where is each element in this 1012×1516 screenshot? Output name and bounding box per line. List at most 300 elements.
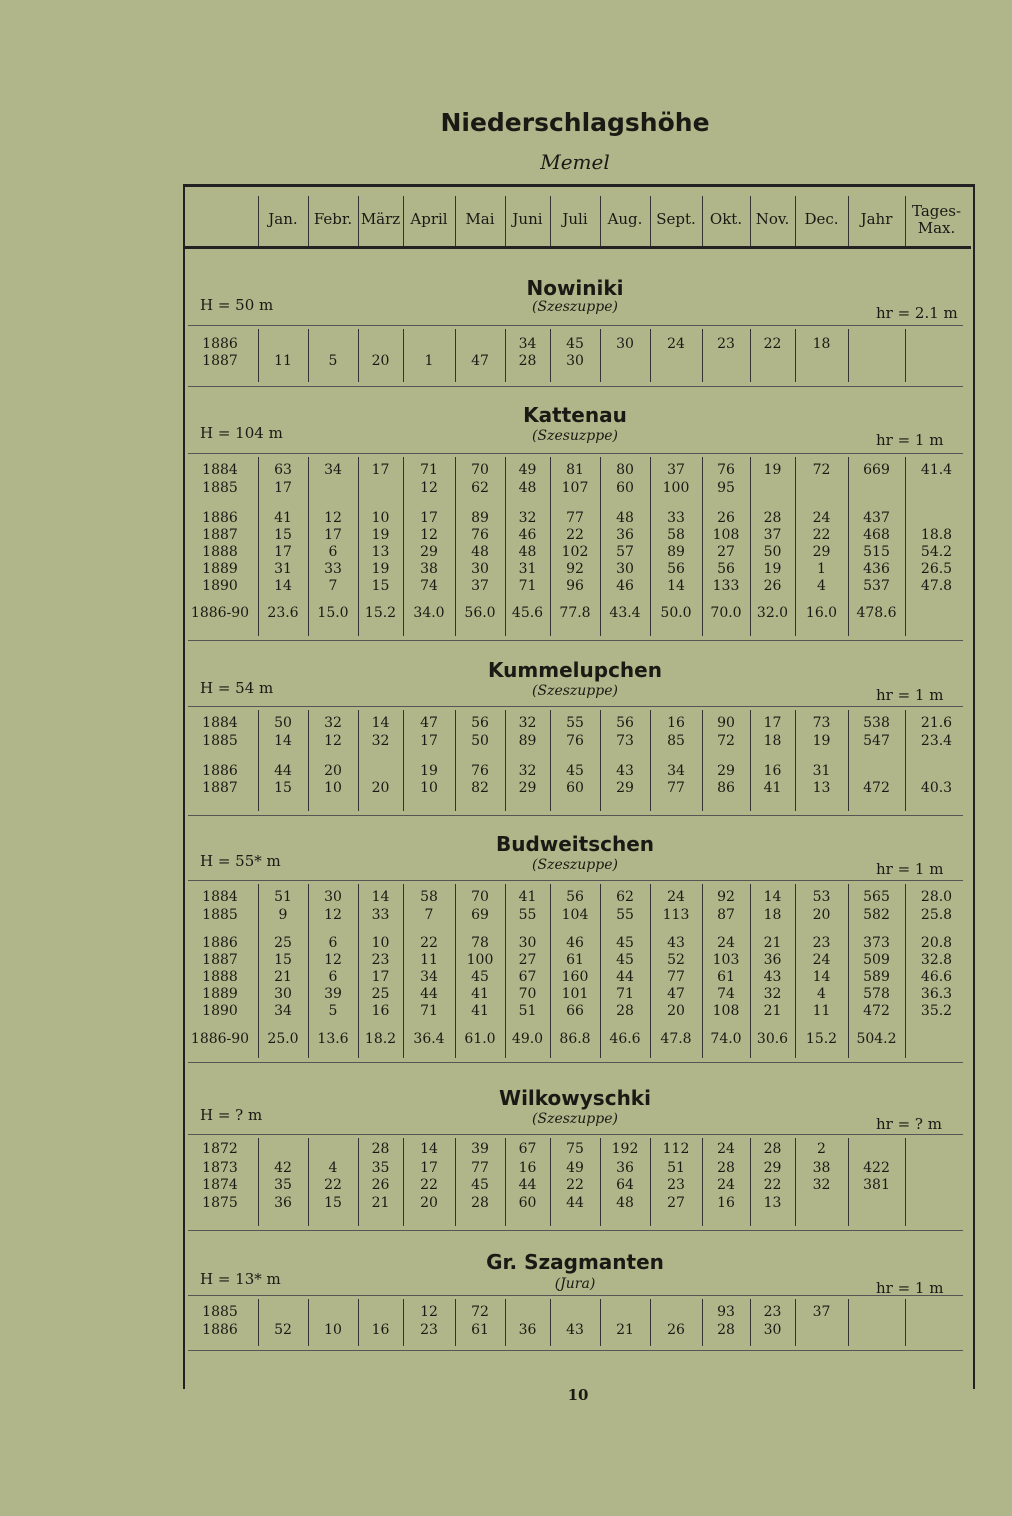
table-cell: 23 [667, 1177, 685, 1193]
table-cell: 26 [717, 510, 735, 526]
column-header: Febr. [313, 210, 353, 228]
table-cell: 12 [420, 527, 438, 543]
table-cell: 76 [471, 527, 489, 543]
row-year: 1887 [202, 952, 238, 968]
table-cell: 34 [274, 1003, 292, 1019]
table-cell: 24 [667, 336, 685, 352]
table-cell: 103 [712, 952, 740, 968]
station-rule [188, 1295, 963, 1296]
table-cell: 69 [471, 907, 489, 923]
table-cell: 14 [667, 578, 685, 594]
station-name: Wilkowyschki [499, 1086, 651, 1110]
table-cell: 49.0 [511, 1031, 544, 1047]
table-cell: 26 [763, 578, 782, 594]
table-cell: 92 [566, 561, 584, 577]
table-cell: 71 [420, 1003, 438, 1019]
table-cell: 17 [324, 527, 342, 543]
column-separator [905, 196, 906, 246]
table-cell: 5 [328, 1003, 338, 1019]
table-cell: 47.8 [920, 578, 953, 594]
table-cell: 17 [763, 715, 782, 731]
table-cell: 509 [863, 952, 890, 968]
column-separator [455, 196, 456, 246]
table-cell: 77 [471, 1160, 489, 1176]
table-cell: 35 [371, 1160, 390, 1176]
table-cell: 16 [717, 1195, 735, 1211]
table-cell: 86.8 [559, 1031, 591, 1047]
table-cell: 13 [371, 544, 390, 560]
table-cell: 45 [471, 969, 489, 985]
station-rule [188, 453, 963, 454]
table-cell: 18 [763, 907, 782, 923]
table-cell: 25 [274, 935, 292, 951]
table-cell: 28 [763, 1141, 782, 1157]
table-cell: 56 [616, 715, 634, 731]
table-cell: 29 [518, 780, 537, 796]
row-year: 1886 [202, 1322, 238, 1338]
table-cell: 4 [817, 578, 826, 594]
table-cell: 1 [424, 353, 434, 369]
table-cell: 12 [324, 952, 342, 968]
column-separator [550, 196, 551, 246]
station-elevation: H = ? m [200, 1106, 263, 1124]
column-separator [905, 329, 906, 382]
table-cell: 18.2 [364, 1031, 397, 1047]
gauge-height: hr = 1 m [876, 860, 944, 878]
table-cell: 36 [616, 527, 634, 543]
table-cell: 29 [763, 1160, 782, 1176]
table-cell: 537 [863, 578, 890, 594]
table-cell: 21.6 [920, 715, 953, 731]
table-cell: 22 [763, 1177, 782, 1193]
table-cell: 46.6 [609, 1031, 641, 1047]
table-cell: 30 [616, 561, 634, 577]
table-cell: 373 [863, 935, 890, 951]
table-cell: 23.6 [267, 605, 299, 621]
table-cell: 23 [420, 1322, 438, 1338]
row-year: 1875 [202, 1195, 238, 1211]
table-cell: 1 [817, 561, 826, 577]
table-cell: 14 [274, 578, 292, 594]
table-cell: 37 [471, 578, 489, 594]
table-cell: 46 [616, 578, 634, 594]
table-cell: 20 [371, 780, 390, 796]
table-cell: 18 [812, 336, 831, 352]
table-cell: 43 [566, 1322, 584, 1338]
table-cell: 41 [518, 889, 537, 905]
station-river: (Jura) [554, 1276, 596, 1292]
table-cell: 60 [566, 780, 584, 796]
table-cell: 19 [763, 561, 782, 577]
table-cell: 43 [763, 969, 782, 985]
row-year: 1889 [202, 986, 238, 1002]
table-cell: 89 [518, 733, 537, 749]
station-elevation: H = 104 m [200, 424, 283, 442]
table-cell: 55 [616, 907, 634, 923]
table-cell: 23 [371, 952, 390, 968]
page-subtitle: Memel [540, 150, 610, 174]
table-cell: 4 [817, 986, 826, 1002]
table-cell: 6 [328, 544, 338, 560]
table-cell: 77 [667, 969, 685, 985]
table-cell: 73 [812, 715, 831, 731]
table-cell: 50 [471, 733, 489, 749]
station-name: Kummelupchen [488, 658, 662, 682]
table-cell: 71 [420, 462, 438, 478]
table-cell: 71 [616, 986, 634, 1002]
table-cell: 22 [420, 1177, 438, 1193]
table-cell: 45 [616, 952, 634, 968]
row-year: 1888 [202, 969, 238, 985]
table-cell: 30 [763, 1322, 782, 1338]
table-cell: 33 [371, 907, 390, 923]
station-bottom-rule [188, 1230, 963, 1231]
table-cell: 44 [616, 969, 634, 985]
table-cell: 56 [471, 715, 489, 731]
table-cell: 70.0 [710, 605, 742, 621]
station-river: (Szeszuppe) [532, 299, 618, 315]
table-cell: 23 [812, 935, 831, 951]
column-separator [308, 196, 309, 246]
table-cell: 47 [471, 353, 489, 369]
table-cell: 24 [717, 1177, 735, 1193]
table-cell: 51 [518, 1003, 537, 1019]
table-cell: 75 [566, 1141, 584, 1157]
table-cell: 28 [717, 1160, 735, 1176]
table-cell: 14 [274, 733, 292, 749]
table-cell: 48 [518, 480, 537, 496]
table-cell: 39 [471, 1141, 489, 1157]
table-cell: 437 [863, 510, 890, 526]
table-cell: 89 [667, 544, 685, 560]
table-cell: 46 [518, 527, 537, 543]
table-cell: 112 [662, 1141, 690, 1157]
table-cell: 32 [518, 510, 537, 526]
table-cell: 38 [420, 561, 438, 577]
column-separator [848, 1299, 849, 1346]
table-cell: 25.8 [920, 907, 953, 923]
table-cell: 72 [471, 1304, 489, 1320]
table-cell: 102 [561, 544, 589, 560]
table-cell: 57 [616, 544, 634, 560]
table-cell: 58 [420, 889, 438, 905]
table-cell: 95 [717, 480, 735, 496]
table-cell: 28 [371, 1141, 390, 1157]
table-cell: 19 [371, 527, 390, 543]
table-cell: 18.8 [920, 527, 953, 543]
table-cell: 565 [863, 889, 890, 905]
table-cell: 76 [471, 763, 489, 779]
row-year: 1888 [202, 544, 238, 560]
table-cell: 17 [274, 544, 292, 560]
table-cell: 133 [712, 578, 740, 594]
table-cell: 89 [471, 510, 489, 526]
table-cell: 32.0 [756, 605, 789, 621]
table-cell: 31 [274, 561, 292, 577]
table-cell: 17 [420, 733, 438, 749]
table-cell: 93 [717, 1304, 735, 1320]
table-cell: 53 [812, 889, 831, 905]
column-header: Tages- Max. [911, 202, 962, 237]
table-cell: 6 [328, 969, 338, 985]
column-header: Dec. [804, 210, 839, 228]
table-cell: 51 [667, 1160, 685, 1176]
table-cell: 34 [324, 462, 342, 478]
table-cell: 22 [566, 527, 584, 543]
table-cell: 56 [717, 561, 735, 577]
table-cell: 21 [616, 1322, 634, 1338]
column-separator [600, 196, 601, 246]
station-river: (Szeszuppe) [532, 1111, 618, 1127]
table-cell: 34 [518, 336, 537, 352]
table-cell: 24 [667, 889, 685, 905]
table-cell: 16 [763, 763, 782, 779]
table-cell: 19 [812, 733, 831, 749]
table-cell: 23 [763, 1304, 782, 1320]
table-cell: 34 [420, 969, 438, 985]
table-cell: 32 [518, 763, 537, 779]
table-cell: 28.0 [920, 889, 953, 905]
table-cell: 13 [763, 1195, 782, 1211]
table-cell: 15 [324, 1195, 342, 1211]
table-cell: 81 [566, 462, 584, 478]
row-year: 1890 [202, 1003, 238, 1019]
table-cell: 5 [328, 353, 338, 369]
table-cell: 15.0 [317, 605, 349, 621]
table-cell: 45 [566, 763, 584, 779]
table-cell: 31 [518, 561, 537, 577]
table-cell: 37 [812, 1304, 831, 1320]
table-cell: 20.8 [920, 935, 953, 951]
column-header: April [410, 210, 448, 228]
table-cell: 35 [274, 1177, 292, 1193]
table-cell: 52 [274, 1322, 292, 1338]
table-cell: 538 [863, 715, 890, 731]
column-header: Aug. [607, 210, 643, 228]
gauge-height: hr = 2.1 m [876, 304, 958, 322]
table-cell: 78 [471, 935, 489, 951]
table-cell: 422 [863, 1160, 890, 1176]
station-name: Kattenau [523, 403, 627, 427]
table-cell: 30 [274, 986, 292, 1002]
row-year: 1885 [202, 480, 238, 496]
table-cell: 41 [471, 1003, 489, 1019]
row-year: 1886-90 [190, 1031, 250, 1047]
table-cell: 101 [561, 986, 589, 1002]
table-cell: 15 [274, 780, 292, 796]
station-bottom-rule [188, 386, 963, 387]
table-cell: 36 [763, 952, 782, 968]
table-cell: 13.6 [317, 1031, 349, 1047]
row-year: 1884 [202, 889, 238, 905]
table-cell: 25.0 [267, 1031, 299, 1047]
table-cell: 36 [616, 1160, 634, 1176]
table-cell: 23.4 [920, 733, 953, 749]
row-year: 1873 [202, 1160, 238, 1176]
table-cell: 14 [420, 1141, 438, 1157]
station-rule [188, 880, 963, 881]
table-cell: 44 [518, 1177, 537, 1193]
table-cell: 28 [717, 1322, 735, 1338]
station-bottom-rule [188, 640, 963, 641]
table-cell: 7 [424, 907, 434, 923]
table-cell: 70 [471, 889, 489, 905]
table-cell: 36.4 [413, 1031, 445, 1047]
table-cell: 17 [420, 510, 438, 526]
table-cell: 32 [371, 733, 390, 749]
table-cell: 35.2 [920, 1003, 953, 1019]
table-cell: 45.6 [511, 605, 544, 621]
table-cell: 11 [274, 353, 292, 369]
table-cell: 61 [471, 1322, 489, 1338]
table-cell: 515 [863, 544, 890, 560]
gauge-height: hr = 1 m [876, 1279, 944, 1297]
table-cell: 2 [817, 1141, 826, 1157]
table-cell: 472 [863, 1003, 890, 1019]
table-cell: 87 [717, 907, 735, 923]
table-cell: 61.0 [464, 1031, 496, 1047]
station-bottom-rule [188, 1350, 963, 1351]
table-cell: 14 [763, 889, 782, 905]
table-cell: 92 [717, 889, 735, 905]
table-cell: 36 [518, 1322, 537, 1338]
table-cell: 547 [863, 733, 890, 749]
station-river: (Szeszuppe) [532, 683, 618, 699]
table-cell: 28 [763, 510, 782, 526]
table-cell: 55 [518, 907, 537, 923]
table-cell: 43 [667, 935, 685, 951]
table-cell: 21 [371, 1195, 390, 1211]
station-bottom-rule [188, 815, 963, 816]
table-cell: 10 [324, 1322, 342, 1338]
table-cell: 49 [566, 1160, 584, 1176]
table-cell: 45 [566, 336, 584, 352]
table-cell: 46.6 [920, 969, 953, 985]
row-year: 1887 [202, 780, 238, 796]
table-cell: 62 [616, 889, 634, 905]
column-separator [702, 196, 703, 246]
table-cell: 30 [324, 889, 342, 905]
table-cell: 48 [471, 544, 489, 560]
table-cell: 16.0 [805, 605, 838, 621]
table-cell: 15 [274, 527, 292, 543]
table-cell: 192 [611, 1141, 639, 1157]
column-header: Sept. [656, 210, 696, 228]
station-bottom-rule [188, 1062, 963, 1063]
table-cell: 80 [616, 462, 634, 478]
column-separator [848, 329, 849, 382]
row-year: 1884 [202, 462, 238, 478]
station-rule [188, 1134, 963, 1135]
table-cell: 52 [667, 952, 685, 968]
table-cell: 13 [812, 780, 831, 796]
page-title: Niederschlagshöhe [440, 108, 710, 137]
table-cell: 36.3 [920, 986, 953, 1002]
table-cell: 32 [324, 715, 342, 731]
table-cell: 160 [561, 969, 589, 985]
station-name: Nowiniki [526, 276, 624, 300]
table-cell: 30 [566, 353, 584, 369]
column-header: Juni [512, 210, 543, 228]
table-cell: 60 [616, 480, 634, 496]
table-cell: 472 [863, 780, 890, 796]
row-year: 1886 [202, 763, 238, 779]
table-cell: 41.4 [920, 462, 953, 478]
table-cell: 100 [466, 952, 494, 968]
gauge-height: hr = ? m [876, 1115, 942, 1133]
row-year: 1885 [202, 733, 238, 749]
table-cell: 74.0 [710, 1031, 742, 1047]
table-cell: 34 [667, 763, 685, 779]
column-separator [403, 196, 404, 246]
table-cell: 22 [763, 336, 782, 352]
table-cell: 16 [667, 715, 685, 731]
table-cell: 44 [274, 763, 292, 779]
table-cell: 15 [274, 952, 292, 968]
table-cell: 17 [420, 1160, 438, 1176]
table-cell: 17 [371, 462, 390, 478]
table-cell: 478.6 [856, 605, 897, 621]
table-cell: 578 [863, 986, 890, 1002]
table-cell: 23 [717, 336, 735, 352]
column-header: Nov. [755, 210, 790, 228]
table-cell: 28 [518, 353, 537, 369]
table-cell: 16 [518, 1160, 537, 1176]
table-cell: 28 [616, 1003, 634, 1019]
table-cell: 45 [471, 1177, 489, 1193]
table-cell: 20 [812, 907, 831, 923]
table-cell: 47 [667, 986, 685, 1002]
table-cell: 669 [863, 462, 890, 478]
table-cell: 44 [420, 986, 438, 1002]
column-header: Mai [465, 210, 495, 228]
table-cell: 100 [662, 480, 690, 496]
table-cell: 24 [717, 1141, 735, 1157]
table-cell: 31 [812, 763, 831, 779]
table-cell: 30 [518, 935, 537, 951]
table-cell: 77 [667, 780, 685, 796]
station-name: Budweitschen [495, 832, 655, 856]
table-cell: 381 [863, 1177, 890, 1193]
table-cell: 10 [324, 780, 342, 796]
row-year: 1890 [202, 578, 238, 594]
table-cell: 26 [371, 1177, 390, 1193]
column-separator [848, 196, 849, 246]
row-year: 1885 [202, 1304, 238, 1320]
table-cell: 27 [518, 952, 537, 968]
column-separator [905, 1299, 906, 1346]
station-rule [188, 325, 963, 326]
header-divider [183, 246, 971, 249]
row-year: 1887 [202, 527, 238, 543]
table-cell: 63 [274, 462, 292, 478]
table-cell: 49 [518, 462, 537, 478]
table-cell: 86 [717, 780, 735, 796]
table-cell: 22 [324, 1177, 342, 1193]
table-cell: 37 [667, 462, 685, 478]
table-cell: 45 [616, 935, 634, 951]
table-cell: 48 [616, 1195, 634, 1211]
table-cell: 32 [763, 986, 782, 1002]
gauge-height: hr = 1 m [876, 686, 944, 704]
table-cell: 54.2 [920, 544, 953, 560]
table-cell: 56 [566, 889, 584, 905]
column-separator [358, 196, 359, 246]
row-year: 1887 [202, 353, 238, 369]
table-cell: 56 [667, 561, 685, 577]
table-cell: 30.6 [756, 1031, 789, 1047]
table-cell: 17 [274, 480, 292, 496]
